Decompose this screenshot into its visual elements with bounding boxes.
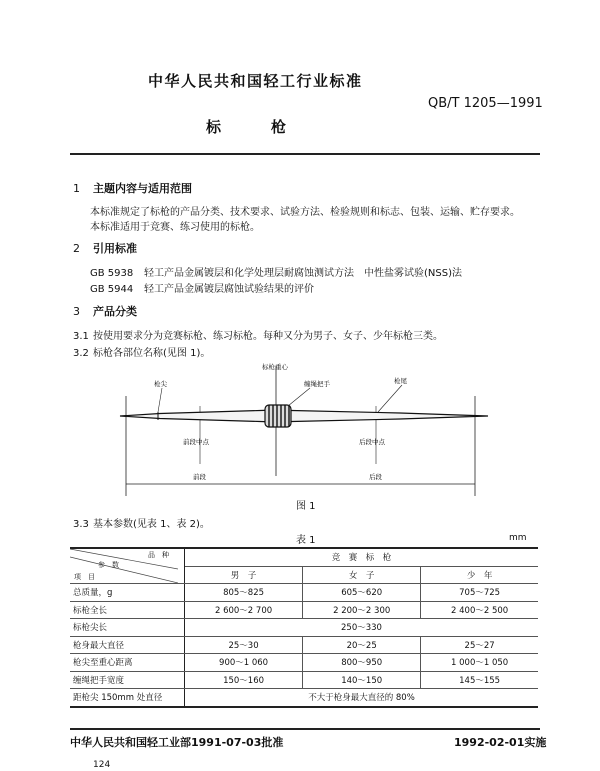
clause-3-3: 3.3 基本参数(见表 1、表 2)。 <box>73 519 210 530</box>
table-1 <box>70 547 538 708</box>
header-divider <box>70 153 540 155</box>
tail-leader <box>378 385 402 412</box>
section-2-heading: 2 引用标准 <box>73 242 137 255</box>
clause-3-2: 3.2 标枪各部位名称(见图 1)。 <box>73 348 211 359</box>
label-front-section: 前段 <box>193 473 206 481</box>
section-3-heading: 3 产品分类 <box>73 305 137 318</box>
col-header-women: 女 子 <box>303 566 421 584</box>
tip-leader <box>158 388 162 412</box>
page-number: 124 <box>93 760 111 770</box>
reference-1: GB 5938 轻工产品金属镀层和化学处理层耐腐蚀测试方法 中性盐雾试验(NSS)法 <box>90 268 462 279</box>
standard-code: QB/T 1205—1991 <box>428 96 543 111</box>
table-row: 缠绳把手宽度 150～160 140～150 145～155 <box>70 671 538 689</box>
grip-leader <box>288 388 310 406</box>
table-row: 标枪全长 2 600～2 700 2 200～2 300 2 400～2 500 <box>70 601 538 619</box>
label-front-mid: 前段中点 <box>183 438 209 446</box>
table-row: 枪尖至重心距离 900～1 060 800～950 1 000～1 050 <box>70 654 538 672</box>
table-row: 枪身最大直径 25～30 20～25 25～27 <box>70 636 538 654</box>
corner-item: 项 目 <box>74 573 95 581</box>
label-tip: 枪尖 <box>154 380 167 388</box>
label-rear-section: 后段 <box>369 473 382 481</box>
table-row: 距枪尖 150mm 处直径 不大于枪身最大直径的 80% <box>70 689 538 707</box>
label-center-of-gravity: 标枪重心 <box>262 363 288 371</box>
javelin-shaft <box>120 410 488 422</box>
section-1-paragraph-1: 本标准规定了标枪的产品分类、技术要求、试验方法、检验规则和标志、包装、运输、贮存要求。 <box>90 207 520 218</box>
table-1-caption: 表 1 <box>296 535 316 546</box>
approval-statement: 中华人民共和国轻工业部1991-07-03批准 <box>70 736 284 749</box>
figure-caption: 图 1 <box>296 501 316 512</box>
footer-divider <box>70 728 540 730</box>
section-1-heading: 1 主题内容与适用范围 <box>73 182 192 195</box>
label-grip: 缠绳把手 <box>304 380 330 388</box>
standard-category-title: 中华人民共和国轻工行业标准 <box>148 72 363 90</box>
implementation-date: 1992-02-01实施 <box>454 736 547 749</box>
javelin-diagram <box>110 358 510 508</box>
col-header-men: 男 子 <box>185 566 303 584</box>
corner-param: 参 数 <box>98 561 119 569</box>
corner-variety: 品 种 <box>148 551 169 559</box>
table-corner-cell <box>70 548 185 584</box>
reference-2: GB 5944 轻工产品金属镀层腐蚀试验结果的评价 <box>90 284 314 295</box>
table-row: 总质量，g 805～825 605～620 705～725 <box>70 584 538 602</box>
table-1-unit: mm <box>509 533 527 543</box>
clause-3-1: 3.1 按使用要求分为竞赛标枪、练习标枪。每种又分为男子、女子、少年标枪三类。 <box>73 331 443 342</box>
label-rear-mid: 后段中点 <box>359 438 385 446</box>
col-header-youth: 少 年 <box>421 566 538 584</box>
section-1-paragraph-2: 本标准适用于竞赛、练习使用的标枪。 <box>90 222 260 233</box>
table-row: 标枪尖长 250～330 <box>70 619 538 637</box>
group-header-competition: 竞 赛 标 枪 <box>185 548 539 566</box>
label-tail: 枪尾 <box>394 377 407 385</box>
document-title: 标枪 <box>206 118 337 136</box>
